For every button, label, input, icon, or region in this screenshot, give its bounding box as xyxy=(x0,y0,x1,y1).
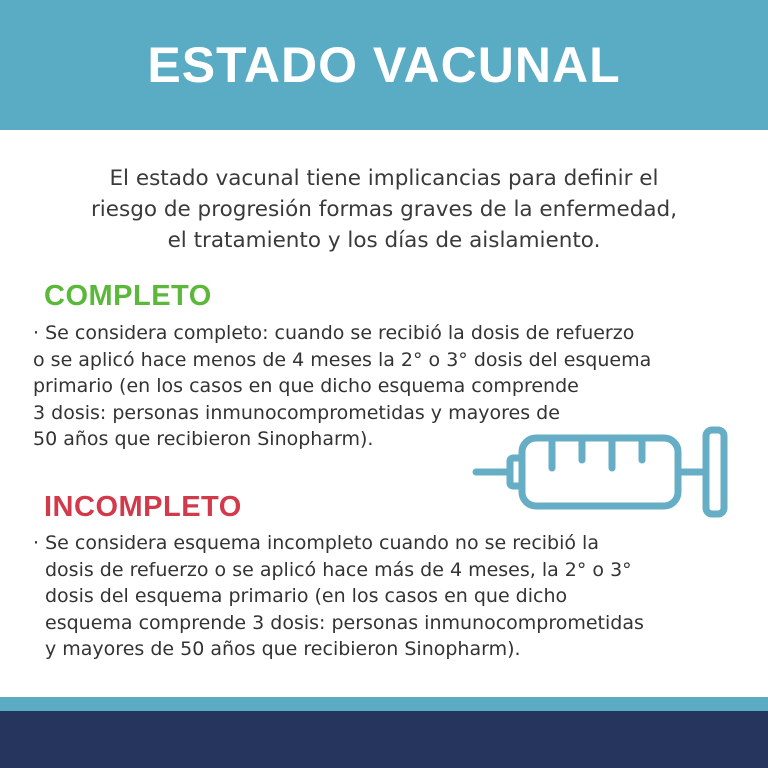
syringe-barrel xyxy=(522,438,678,506)
header-banner xyxy=(0,0,768,130)
section-title-incomplete: INCOMPLETO xyxy=(44,491,242,523)
text-line: dosis del esquema primario (en los casos en que dicho xyxy=(45,585,568,607)
intro-paragraph xyxy=(40,163,728,256)
intro-line: el tratamiento y los días de aislamiento. xyxy=(167,228,601,253)
text-line: 50 años que recibieron Sinopharm). xyxy=(33,428,374,450)
text-line: o se aplicó hace menos de 4 meses la 2° o 3° dosis del esquema xyxy=(33,348,652,371)
syringe-icon xyxy=(468,420,740,520)
intro-line: El estado vacunal tiene implicancias para definir el xyxy=(109,166,659,191)
text-line: · Se considera esquema incompleto cuando no se recibió la xyxy=(33,532,599,554)
text-line: esquema comprende 3 dosis: personas inmunocomprometidas xyxy=(45,611,644,634)
section-title-complete: COMPLETO xyxy=(44,280,212,312)
section-text-incomplete xyxy=(33,530,745,663)
text-line: 3 dosis: personas inmunocomprometidas y mayores de xyxy=(33,401,560,424)
text-line: y mayores de 50 años que recibieron Sinopharm). xyxy=(45,638,521,660)
footer-band-light xyxy=(0,697,768,711)
text-line: primario (en los casos en que dicho esquema comprende xyxy=(33,375,579,397)
text-line: · Se considera completo: cuando se recibió la dosis de refuerzo xyxy=(33,322,635,344)
syringe-handle xyxy=(706,430,724,514)
text-line: dosis de refuerzo o se aplicó hace más de 4 meses, la 2° o 3° xyxy=(45,558,632,581)
page-title: ESTADO VACUNAL xyxy=(147,37,621,93)
intro-line: riesgo de progresión formas graves de la enfermedad, xyxy=(90,197,678,222)
footer-band-dark xyxy=(0,711,768,768)
